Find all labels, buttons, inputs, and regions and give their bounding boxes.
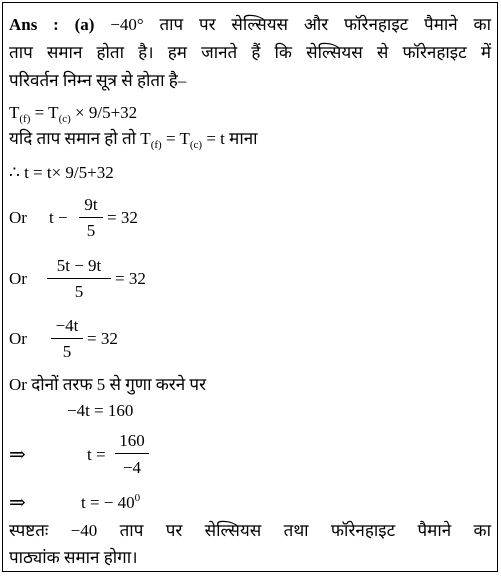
step3-denominator: 5 [62,342,72,361]
intro-line-1 [9,15,491,35]
step5-numerator: 160 [119,431,145,450]
conversion-formula: $T_{(f)} = T_{(c)} \times 9/5+32$ [9,103,138,125]
step4-line: Or दोनों तरफ 5 से गुणा करने पर [9,375,207,394]
assumption-line: यदि ताप समान हो तो $T_{(f)} = T_{(c)} = t$ माना [9,129,258,151]
step2-fraction-bar [47,278,111,279]
step1-numerator: 9t [84,195,98,214]
step1-or: Or [9,208,27,227]
conclusion-line-1: स्पष्टतः −40 ताप पर सेल्सियस तथा फॉरेनहाइट पैमाने का [9,521,491,540]
implies-arrow-1: ⇒ [9,444,26,466]
step5-fraction-bar [115,453,149,454]
step5-lhs: t = [87,445,106,464]
step1-denominator: 5 [86,221,96,240]
intro-line-2: ताप समान होता है। हम जानते हैं कि सेल्सियस से फॉरेनहाइट में [9,43,491,62]
step3-numerator: −4t [55,316,79,335]
step2-denominator: 5 [74,282,84,301]
step3-or: Or [9,329,27,348]
step3-rhs: = 32 [87,329,118,348]
answer-box [2,2,498,572]
therefore-line: ∴ t = t× 9/5+32 [9,163,114,182]
answer-label: Ans : (a) [9,15,95,34]
step3-fraction-bar [51,338,83,339]
conclusion-line-2: पाठ्यांक समान होगा। [9,548,138,567]
final-result: t = − $40^0$ [81,492,141,512]
step1-fraction-bar [79,217,103,218]
step2-or: Or [9,269,27,288]
intro-line-3: परिवर्तन निम्न सूत्र से होता है– [9,71,187,90]
equation-minus4t: −4t = 160 [67,401,134,420]
step1-lhs: t − [49,208,68,227]
step5-denominator: −4 [122,458,142,477]
intro-line-1-text: −40° ताप पर सेल्सियस और फॉरेनहाइट पैमाने का [94,15,491,34]
step2-numerator: 5t − 9t [56,256,102,275]
step2-rhs: = 32 [115,269,146,288]
step1-rhs: = 32 [107,208,138,227]
implies-arrow-2: ⇒ [9,492,26,514]
